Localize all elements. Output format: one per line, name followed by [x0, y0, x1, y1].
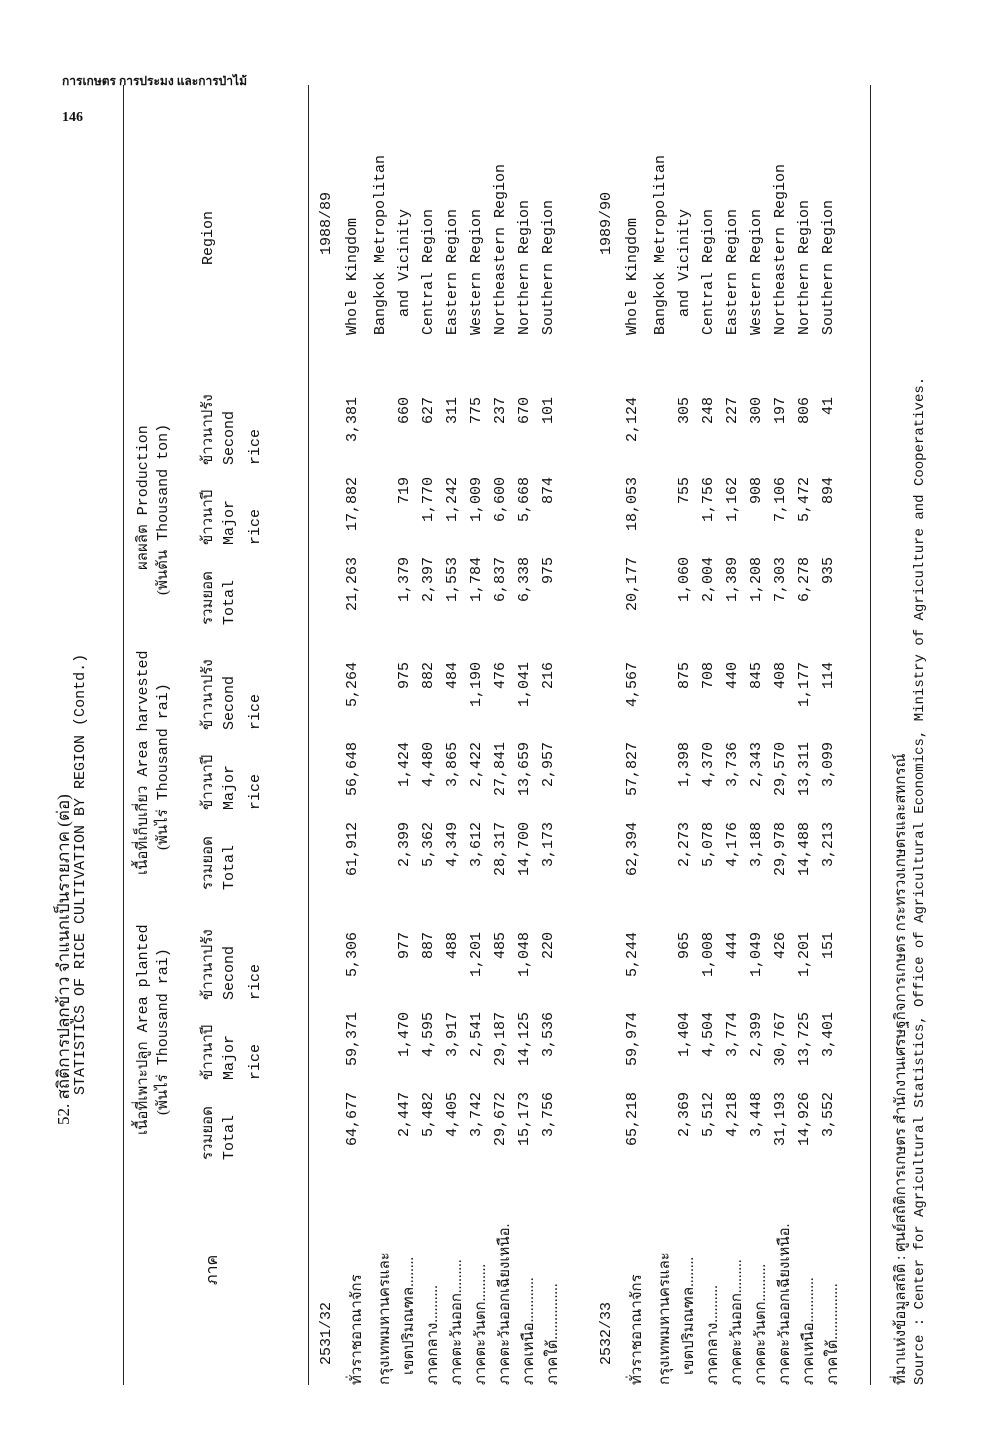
table-cell: 887 — [420, 932, 437, 960]
table-cell: 977 — [396, 932, 413, 960]
region-label-en: Northern Region — [796, 199, 813, 335]
page-number: 146 — [62, 110, 83, 125]
region-label-thai-line2: เขตปริมณฑล........ — [401, 1256, 417, 1375]
region-label-thai: ภาคเหนือ............ — [521, 1277, 537, 1385]
table-cell: 908 — [748, 477, 765, 505]
table-cell: 17,882 — [344, 477, 361, 532]
table-cell: 845 — [748, 662, 765, 690]
table-cell: 31,193 — [772, 1092, 789, 1147]
region-label-en: Western Region — [468, 208, 485, 335]
table-cell: 1,404 — [676, 1012, 693, 1058]
region-label-en: Eastern Region — [724, 208, 741, 335]
region-label-thai: ทั่วราชอาณาจักร — [349, 1274, 365, 1385]
region-label-thai: ภาคเหนือ............ — [801, 1277, 817, 1385]
running-header: การเกษตร การประมง และการป่าไม้ — [62, 74, 247, 88]
source-english: Source : Center for Agricultural Statistics, Office of Agricultural Economics, Ministry of Agriculture and Cooperatives. — [912, 376, 928, 1385]
subheader-second-5-line0: ข้าวนาปรัง — [200, 659, 216, 730]
table-cell: 5,512 — [700, 1092, 717, 1138]
table-cell: 660 — [396, 397, 413, 425]
table-cell: 444 — [724, 932, 741, 960]
table-cell: 14,700 — [516, 822, 533, 877]
table-cell: 2,397 — [420, 557, 437, 603]
table-cell: 1,048 — [516, 932, 533, 978]
table-cell: 3,188 — [748, 822, 765, 868]
table-cell: 408 — [772, 662, 789, 690]
table-cell: 1,553 — [444, 557, 461, 603]
top-rule — [123, 85, 124, 1385]
table-cell: 4,349 — [444, 822, 461, 868]
subheader-major-4-line0: ข้าวนาปี — [200, 754, 216, 810]
table-cell: 65,218 — [624, 1092, 641, 1147]
table-cell: 1,041 — [516, 662, 533, 708]
region-label-en: Southern Region — [820, 199, 837, 335]
table-cell: 975 — [396, 662, 413, 690]
region-label-en: Bangkok Metropolitan — [652, 154, 669, 335]
harvested-group-header: เนื้อที่เก็บเกี่ยว Area harvested — [135, 650, 152, 875]
table-cell: 305 — [676, 397, 693, 425]
table-cell: 4,218 — [724, 1092, 741, 1138]
region-label-thai: ภาคตะวันออก......... — [729, 1259, 745, 1385]
table-cell: 6,600 — [492, 477, 509, 523]
table-cell: 101 — [540, 397, 557, 425]
table-cell: 29,672 — [492, 1092, 509, 1147]
table-cell: 775 — [468, 397, 485, 425]
table-cell: 3,099 — [820, 742, 837, 788]
table-cell: 14,125 — [516, 1012, 533, 1067]
planted-unit: (พันไร่ Thousand rai) — [155, 948, 172, 1115]
table-cell: 13,659 — [516, 742, 533, 797]
table-cell: 14,488 — [796, 822, 813, 877]
table-cell: 3,552 — [820, 1092, 837, 1138]
table-cell: 3,536 — [540, 1012, 557, 1058]
table-cell: 5,362 — [420, 822, 437, 868]
table-cell: 440 — [724, 662, 741, 690]
planted-group-header: เนื้อที่เพาะปลูก Area planted — [135, 924, 152, 1135]
subheader-second-8-line0: ข้าวนาปรัง — [200, 394, 216, 465]
table-cell: 2,422 — [468, 742, 485, 788]
subheader-second-8-line2: rice — [247, 428, 264, 465]
table-cell: 4,405 — [444, 1092, 461, 1138]
region-label-en: Central Region — [700, 208, 717, 335]
table-cell: 5,078 — [700, 822, 717, 868]
table-cell: 56,648 — [344, 742, 361, 797]
table-cell: 5,264 — [344, 662, 361, 708]
subheader-second-5-line2: rice — [247, 693, 264, 730]
region-label-thai: ทั่วราชอาณาจักร — [629, 1274, 645, 1385]
table-cell: 1,756 — [700, 477, 717, 523]
table-cell: 30,767 — [772, 1012, 789, 1067]
table-cell: 426 — [772, 932, 789, 960]
region-label-en-line2: and Vicinity — [396, 208, 413, 317]
table-cell: 6,338 — [516, 557, 533, 603]
table-cell: 1,389 — [724, 557, 741, 603]
table-cell: 1,424 — [396, 742, 413, 788]
subheader-total-3-line1: Total — [221, 844, 238, 890]
subheader-major-1-line1: Major — [221, 1034, 238, 1080]
region-label-thai: ภาคใต้............... — [545, 1283, 561, 1385]
table-cell: 1,208 — [748, 557, 765, 603]
subheader-second-2-line0: ข้าวนาปรัง — [200, 929, 216, 1000]
table-cell: 20,177 — [624, 557, 641, 612]
table-cell: 41 — [820, 397, 837, 416]
subheader-second-2-line1: Second — [221, 945, 238, 1000]
table-cell: 1,201 — [796, 932, 813, 978]
table-cell: 151 — [820, 932, 837, 960]
subheader-major-4-line2: rice — [247, 773, 264, 810]
table-cell: 2,004 — [700, 557, 717, 603]
table-cell: 2,399 — [396, 822, 413, 868]
region-label-en: Whole Kingdom — [624, 217, 641, 335]
year-thai: 2531/32 — [318, 1301, 335, 1365]
year-en: 1988/89 — [318, 191, 335, 255]
region-label-en: Northeastern Region — [772, 163, 789, 335]
table-cell: 485 — [492, 932, 509, 960]
region-label-en: Southern Region — [540, 199, 557, 335]
table-cell: 5,668 — [516, 477, 533, 523]
table-cell: 4,567 — [624, 662, 641, 708]
table-cell: 3,774 — [724, 1012, 741, 1058]
table-cell: 894 — [820, 477, 837, 505]
table-cell: 61,912 — [344, 822, 361, 877]
region-label-en: Whole Kingdom — [344, 217, 361, 335]
table-cell: 59,371 — [344, 1012, 361, 1067]
table-cell: 882 — [420, 662, 437, 690]
table-cell: 4,595 — [420, 1012, 437, 1058]
table-cell: 4,370 — [700, 742, 717, 788]
table-cell: 2,447 — [396, 1092, 413, 1138]
table-cell: 484 — [444, 662, 461, 690]
table-cell: 4,504 — [700, 1012, 717, 1058]
table-cell: 627 — [420, 397, 437, 425]
region-label-thai: ภาคตะวันตก.......... — [753, 1263, 769, 1385]
subheader-major-1-line0: ข้าวนาปี — [200, 1024, 216, 1080]
table-cell: 114 — [820, 662, 837, 690]
table-cell: 1,190 — [468, 662, 485, 708]
bottom-rule — [870, 85, 871, 1385]
table-cell: 1,242 — [444, 477, 461, 523]
table-cell: 875 — [676, 662, 693, 690]
table-cell: 935 — [820, 557, 837, 585]
subheader-major-7-line1: Major — [221, 499, 238, 545]
table-cell: 3,917 — [444, 1012, 461, 1058]
region-label-thai-line2: เขตปริมณฑล........ — [681, 1256, 697, 1375]
table-cell: 57,827 — [624, 742, 641, 797]
region-en-header: Region — [200, 210, 217, 265]
subheader-second-8-line1: Second — [221, 410, 238, 465]
region-thai-header: ภาค — [204, 1254, 221, 1285]
table-cell: 15,173 — [516, 1092, 533, 1147]
table-cell: 2,369 — [676, 1092, 693, 1138]
table-cell: 216 — [540, 662, 557, 690]
subheader-total-0-line0: รวมยอด — [200, 1106, 216, 1160]
table-cell: 1,379 — [396, 557, 413, 603]
region-label-en: Eastern Region — [444, 208, 461, 335]
subheader-second-2-line2: rice — [247, 963, 264, 1000]
year-thai: 2532/33 — [598, 1301, 615, 1365]
table-cell: 1,162 — [724, 477, 741, 523]
table-cell: 59,974 — [624, 1012, 641, 1067]
table-cell: 197 — [772, 397, 789, 425]
table-cell: 2,541 — [468, 1012, 485, 1058]
table-cell: 488 — [444, 932, 461, 960]
source-thai: ที่มาแห่งข้อมูลสถิติ : ศูนย์สถิติการเกษตร สำนักงานเศรษฐกิจการเกษตร กระทรวงเกษตรและสหกรณ์ — [893, 753, 909, 1385]
table-cell: 237 — [492, 397, 509, 425]
region-label-thai: ภาคตะวันออกเฉียงเหนือ. — [497, 1223, 513, 1385]
table-cell: 21,263 — [344, 557, 361, 612]
table-cell: 248 — [700, 397, 717, 425]
table-cell: 806 — [796, 397, 813, 425]
table-cell: 1,398 — [676, 742, 693, 788]
table-cell: 6,837 — [492, 557, 509, 603]
subheader-major-7-line2: rice — [247, 508, 264, 545]
table-cell: 62,394 — [624, 822, 641, 877]
table-cell: 28,317 — [492, 822, 509, 877]
table-cell: 5,244 — [624, 932, 641, 978]
table-cell: 300 — [748, 397, 765, 425]
region-label-thai: กรุงเทพมหานครและ — [377, 1252, 393, 1385]
region-label-thai: ภาคกลาง.......... — [425, 1285, 441, 1385]
table-number: 52. — [54, 1103, 73, 1125]
production-unit: (พันตัน Thousand ton) — [155, 423, 172, 595]
subheader-second-5-line1: Second — [221, 675, 238, 730]
table-cell: 3,448 — [748, 1092, 765, 1138]
table-cell: 476 — [492, 662, 509, 690]
table-cell: 3,612 — [468, 822, 485, 868]
table-cell: 2,957 — [540, 742, 557, 788]
year-en: 1989/90 — [598, 191, 615, 255]
table-cell: 13,311 — [796, 742, 813, 797]
table-cell: 2,399 — [748, 1012, 765, 1058]
table-cell: 1,008 — [700, 932, 717, 978]
region-label-thai: ภาคใต้............... — [825, 1283, 841, 1385]
table-title-thai-text: สถิติการปลูกข้าว จำแนกเป็นรายภาค (ต่อ) — [54, 794, 73, 1100]
table-cell: 1,049 — [748, 932, 765, 978]
region-label-thai: ภาคตะวันออกเฉียงเหนือ. — [777, 1223, 793, 1385]
header-rule — [308, 85, 309, 1385]
harvested-unit: (พันไร่ Thousand rai) — [155, 683, 172, 850]
subheader-total-3-line0: รวมยอด — [200, 836, 216, 890]
rotated-table-sheet — [50, 85, 950, 1385]
table-title-english: STATISTICS OF RICE CULTIVATION BY REGION (Contd.) — [72, 653, 89, 1095]
table-cell: 965 — [676, 932, 693, 960]
region-label-en: Central Region — [420, 208, 437, 335]
subheader-total-6-line1: Total — [221, 579, 238, 625]
region-label-thai: กรุงเทพมหานครและ — [657, 1252, 673, 1385]
table-cell: 7,106 — [772, 477, 789, 523]
table-cell: 975 — [540, 557, 557, 585]
table-cell: 3,742 — [468, 1092, 485, 1138]
table-cell: 5,472 — [796, 477, 813, 523]
table-cell: 6,278 — [796, 557, 813, 603]
table-cell: 220 — [540, 932, 557, 960]
table-cell: 3,401 — [820, 1012, 837, 1058]
table-cell: 29,187 — [492, 1012, 509, 1067]
table-cell: 64,677 — [344, 1092, 361, 1147]
region-label-en: Northern Region — [516, 199, 533, 335]
table-cell: 3,381 — [344, 397, 361, 443]
region-label-en: Northeastern Region — [492, 163, 509, 335]
table-cell: 1,470 — [396, 1012, 413, 1058]
subheader-major-1-line2: rice — [247, 1043, 264, 1080]
table-cell: 1,009 — [468, 477, 485, 523]
table-cell: 874 — [540, 477, 557, 505]
table-cell: 3,213 — [820, 822, 837, 868]
table-cell: 3,756 — [540, 1092, 557, 1138]
table-cell: 311 — [444, 397, 461, 425]
region-label-en-line2: and Vicinity — [676, 208, 693, 317]
table-cell: 3,173 — [540, 822, 557, 868]
region-label-thai: ภาคตะวันตก.......... — [473, 1263, 489, 1385]
table-cell: 14,926 — [796, 1092, 813, 1147]
table-cell: 3,736 — [724, 742, 741, 788]
table-cell: 1,060 — [676, 557, 693, 603]
region-label-thai: ภาคกลาง.......... — [705, 1285, 721, 1385]
table-cell: 2,124 — [624, 397, 641, 443]
table-cell: 18,053 — [624, 477, 641, 532]
region-label-en: Western Region — [748, 208, 765, 335]
table-cell: 29,978 — [772, 822, 789, 877]
table-cell: 7,303 — [772, 557, 789, 603]
table-cell: 5,482 — [420, 1092, 437, 1138]
table-cell: 1,201 — [468, 932, 485, 978]
production-group-header: ผลผลิต Production — [135, 425, 152, 570]
table-cell: 1,784 — [468, 557, 485, 603]
table-cell: 3,865 — [444, 742, 461, 788]
subheader-major-4-line1: Major — [221, 764, 238, 810]
region-label-thai: ภาคตะวันออก......... — [449, 1259, 465, 1385]
table-cell: 670 — [516, 397, 533, 425]
table-cell: 1,770 — [420, 477, 437, 523]
table-cell: 4,480 — [420, 742, 437, 788]
subheader-total-0-line1: Total — [221, 1114, 238, 1160]
table-cell: 708 — [700, 662, 717, 690]
table-cell: 2,343 — [748, 742, 765, 788]
table-cell: 4,176 — [724, 822, 741, 868]
subheader-total-6-line0: รวมยอด — [200, 571, 216, 625]
table-cell: 29,570 — [772, 742, 789, 797]
table-cell: 5,306 — [344, 932, 361, 978]
table-cell: 719 — [396, 477, 413, 505]
table-cell: 755 — [676, 477, 693, 505]
table-cell: 13,725 — [796, 1012, 813, 1067]
table-cell: 2,273 — [676, 822, 693, 868]
region-label-en: Bangkok Metropolitan — [372, 154, 389, 335]
table-cell: 27,841 — [492, 742, 509, 797]
table-cell: 227 — [724, 397, 741, 425]
subheader-major-7-line0: ข้าวนาปี — [200, 489, 216, 545]
table-cell: 1,177 — [796, 662, 813, 708]
